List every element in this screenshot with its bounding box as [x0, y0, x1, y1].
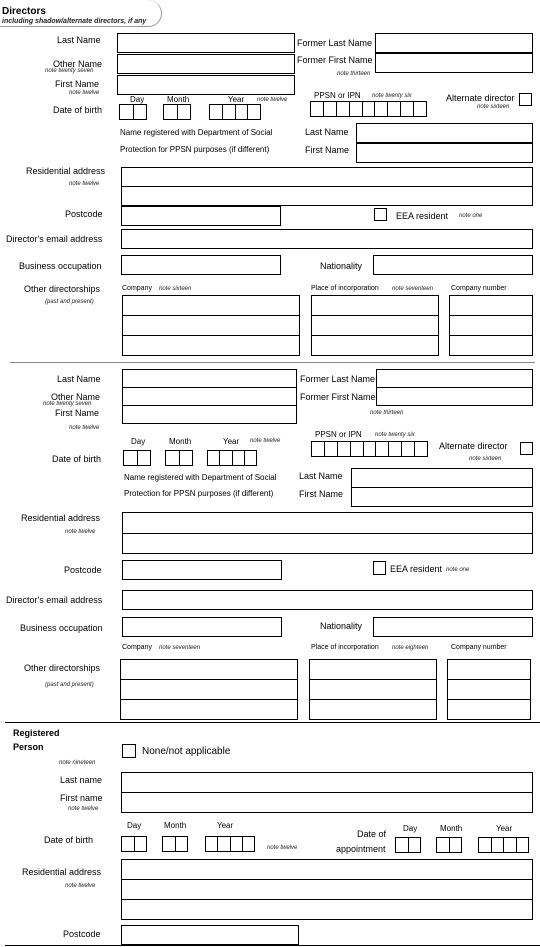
rp-last-name-field[interactable]: [121, 772, 533, 793]
d2-place-row3[interactable]: [309, 699, 437, 720]
d2-business-occupation-field[interactable]: [122, 617, 282, 637]
d1-past-present: (past and present): [45, 299, 94, 305]
d2-place-row2[interactable]: [309, 679, 437, 700]
d1-alternate-director-label: Alternate director: [446, 93, 515, 103]
d1-dob-day[interactable]: [119, 104, 147, 120]
d2-note-thirteen: note thirteen: [370, 410, 404, 416]
d1-day-label: Day: [130, 95, 145, 104]
rp-first-name-label: First name: [60, 793, 103, 803]
d2-ppsn-reg-line2: Protection for PPSN purposes (if different): [124, 489, 274, 498]
rp-app-month-label: Month: [440, 824, 463, 833]
d1-note-twelve-c: note twelve: [69, 181, 100, 187]
d1-dob-year[interactable]: [209, 104, 261, 120]
d1-eea-resident-label: EEA resident: [396, 211, 449, 221]
d2-date-of-birth-label: Date of birth: [52, 454, 102, 464]
d1-last-name-field[interactable]: [117, 33, 295, 53]
rp-residential-address-label: Residential address: [22, 867, 102, 877]
d1-former-last-name-field[interactable]: [375, 33, 533, 53]
d1-ppsn-label: PPSN or IPN: [314, 91, 361, 100]
d1-company-row3[interactable]: [122, 335, 300, 356]
rp-address-line2[interactable]: [121, 879, 533, 900]
rp-address-line3[interactable]: [121, 899, 533, 920]
d1-note-twelve-a: note twelve: [69, 90, 100, 96]
rp-postcode-field[interactable]: [121, 925, 299, 945]
d1-place-row3[interactable]: [311, 335, 439, 356]
d1-last-name-label: Last Name: [57, 35, 101, 45]
d2-first-name-field[interactable]: [122, 405, 297, 424]
d1-note-twenty-six: note twenty six: [372, 93, 412, 99]
d1-nationality-label: Nationality: [320, 261, 363, 271]
rp-postcode-label: Postcode: [63, 929, 101, 939]
d1-number-row3[interactable]: [449, 335, 533, 356]
rp-note-twelve-a: note twelve: [68, 806, 99, 812]
d2-alternate-director-label: Alternate director: [439, 441, 508, 451]
d2-number-row3[interactable]: [447, 699, 531, 720]
d2-dob-month[interactable]: [165, 450, 193, 466]
d1-other-directorships-label: Other directorships: [24, 284, 101, 294]
d2-ppsn-label: PPSN or IPN: [315, 430, 362, 439]
d2-postcode-field[interactable]: [122, 560, 282, 580]
section-title: Directors: [2, 6, 46, 17]
rp-appointment-label: appointment: [336, 844, 386, 854]
d1-other-name-label: Other Name: [53, 59, 103, 69]
d1-place-row2[interactable]: [311, 315, 439, 336]
d1-dob-month[interactable]: [163, 104, 191, 120]
rp-note-twelve-b: note twelve: [267, 845, 298, 851]
d1-place-incorporation-label: Place of incorporation: [311, 285, 379, 292]
d2-eea-resident-checkbox[interactable]: [373, 561, 386, 575]
d1-reg-last-name-field[interactable]: [356, 123, 533, 143]
d2-address-line2[interactable]: [122, 533, 533, 554]
d1-company-label: Company: [122, 285, 152, 292]
d1-first-name-field[interactable]: [117, 75, 295, 95]
d2-email-field[interactable]: [122, 590, 533, 610]
d2-reg-first-name-label: First Name: [299, 489, 344, 499]
d2-day-label: Day: [131, 437, 146, 446]
d2-former-last-name-field[interactable]: [376, 369, 533, 388]
bottom-rule: [5, 945, 540, 946]
d2-company-number-label: Company number: [451, 644, 507, 651]
rp-last-name-label: Last name: [60, 775, 103, 785]
d1-former-first-name-label: Former First Name: [297, 55, 373, 65]
d1-nationality-field[interactable]: [373, 255, 533, 275]
d1-note-sixteen: note sixteen: [477, 104, 510, 110]
rp-dob-day[interactable]: [121, 836, 147, 852]
d2-business-occupation-label: Business occupation: [20, 623, 103, 633]
d2-past-present: (past and present): [45, 682, 94, 688]
d1-ppsn-reg-line1: Name registered with Department of Social: [120, 128, 273, 137]
rp-note-twelve-c: note twelve: [65, 883, 96, 889]
d2-company-label: Company: [122, 644, 152, 651]
d1-company-number-label: Company number: [451, 285, 507, 292]
d2-month-label: Month: [169, 437, 192, 446]
d2-other-directorships-label: Other directorships: [24, 663, 101, 673]
d1-company-row1[interactable]: [122, 295, 300, 316]
d2-former-first-name-field[interactable]: [376, 387, 533, 406]
d1-note-twenty-seven: note twenty seven: [45, 68, 94, 74]
d2-year-label: Year: [223, 437, 240, 446]
d2-ppsn-cells[interactable]: [311, 441, 428, 457]
d1-reg-first-name-label: First Name: [305, 145, 350, 155]
d1-reg-first-name-field[interactable]: [356, 143, 533, 163]
d2-nationality-field[interactable]: [373, 617, 533, 637]
d1-number-row1[interactable]: [449, 295, 533, 316]
d1-year-label: Year: [228, 95, 245, 104]
section-subtitle: including shadow/alternate directors, if any: [2, 18, 147, 25]
none-applicable-checkbox[interactable]: [122, 744, 136, 758]
rp-dob-year-label: Year: [217, 821, 234, 830]
d2-last-name-label: Last Name: [57, 374, 101, 384]
d2-nationality-label: Nationality: [320, 621, 363, 631]
d1-note-thirteen: note thirteen: [337, 71, 371, 77]
d2-note-one: note one: [446, 567, 470, 573]
d2-company-note-seventeen: note seventeen: [159, 645, 201, 651]
d1-date-of-birth-label: Date of birth: [53, 105, 103, 115]
d2-reg-last-name-field[interactable]: [351, 468, 533, 488]
d2-reg-first-name-field[interactable]: [351, 487, 533, 507]
d1-alternate-director-checkbox[interactable]: [519, 93, 532, 106]
d1-note-one: note one: [459, 213, 483, 219]
d1-business-occupation-label: Business occupation: [19, 261, 102, 271]
d2-company-row2[interactable]: [120, 679, 298, 700]
d2-note-twelve-b: note twelve: [250, 438, 281, 444]
d1-place-row1[interactable]: [311, 295, 439, 316]
d2-note-sixteen: note sixteen: [469, 456, 502, 462]
d2-note-twenty-six: note twenty six: [375, 432, 415, 438]
rp-note-nineteen: note nineteen: [59, 760, 96, 766]
d2-former-last-name-label: Former Last Name: [300, 374, 376, 384]
d1-residential-address-label: Residential address: [26, 166, 106, 176]
rp-app-day-label: Day: [403, 824, 418, 833]
rp-app-year-label: Year: [496, 824, 513, 833]
d2-note-twenty-seven: note twenty seven: [43, 401, 92, 407]
d2-place-incorporation-label: Place of incorporation: [311, 644, 379, 651]
d2-ppsn-reg-line1: Name registered with Department of Social: [124, 473, 277, 482]
rp-dob-day-label: Day: [127, 821, 142, 830]
d1-business-occupation-field[interactable]: [121, 255, 281, 275]
d1-company-row2[interactable]: [122, 315, 300, 336]
d1-note-twelve-b: note twelve: [257, 97, 288, 103]
d1-postcode-label: Postcode: [65, 209, 103, 219]
d2-first-name-label: First Name: [55, 408, 100, 418]
rp-dob-month-label: Month: [164, 821, 187, 830]
d1-month-label: Month: [167, 95, 190, 104]
d2-company-row1[interactable]: [120, 659, 298, 680]
d1-company-note-sixteen: note sixteen: [159, 286, 192, 292]
d2-last-name-field[interactable]: [122, 369, 297, 388]
d2-reg-last-name-label: Last Name: [299, 471, 343, 481]
d2-dob-day[interactable]: [123, 450, 151, 466]
registered-label: Registered: [13, 728, 60, 738]
d2-place-row1[interactable]: [309, 659, 437, 680]
rp-app-year[interactable]: [478, 837, 529, 853]
d2-dob-year[interactable]: [207, 450, 257, 466]
d2-place-note-eighteen: note eighteen: [392, 645, 429, 651]
d1-former-first-name-field[interactable]: [375, 53, 533, 73]
d2-eea-resident-label: EEA resident: [390, 564, 443, 574]
d1-address-line2[interactable]: [121, 186, 533, 206]
d1-eea-resident-checkbox[interactable]: [374, 208, 387, 221]
d1-other-name-field[interactable]: [117, 54, 295, 74]
d1-email-field[interactable]: [121, 229, 533, 249]
person-label: Person: [13, 742, 44, 752]
d1-ppsn-cells[interactable]: [310, 101, 427, 117]
d2-note-twelve-c: note twelve: [65, 529, 96, 535]
d2-former-first-name-label: Former First Name: [300, 392, 376, 402]
d1-reg-last-name-label: Last Name: [305, 127, 349, 137]
d2-other-name-field[interactable]: [122, 387, 297, 406]
d1-place-note-seventeen: note seventeen: [392, 286, 434, 292]
d1-number-row2[interactable]: [449, 315, 533, 336]
rp-app-day[interactable]: [395, 837, 421, 853]
d2-note-twelve-a: note twelve: [69, 425, 100, 431]
rp-app-month[interactable]: [436, 837, 462, 853]
d1-postcode-field[interactable]: [121, 206, 281, 226]
rp-date-of-birth-label: Date of birth: [44, 835, 94, 845]
d1-former-last-name-label: Former Last Name: [297, 38, 373, 48]
d1-email-label: Director's email address: [6, 234, 103, 244]
rp-dob-month[interactable]: [162, 836, 188, 852]
rp-address-line1[interactable]: [121, 859, 533, 880]
d2-other-name-label: Other Name: [51, 392, 101, 402]
d2-residential-address-label: Residential address: [21, 513, 101, 523]
d2-address-line1[interactable]: [122, 512, 533, 534]
rp-date-of-label: Date of: [357, 829, 387, 839]
d1-ppsn-reg-line2: Protection for PPSN purposes (if different): [120, 145, 270, 154]
d2-postcode-label: Postcode: [64, 565, 102, 575]
rp-first-name-field[interactable]: [121, 792, 533, 813]
d2-email-label: Director's email address: [6, 595, 103, 605]
d2-company-row3[interactable]: [120, 699, 298, 720]
d2-number-row2[interactable]: [447, 679, 531, 700]
d1-first-name-label: First Name: [55, 79, 100, 89]
d2-number-row1[interactable]: [447, 659, 531, 680]
director-divider: [10, 362, 535, 363]
none-applicable-label: None/not applicable: [142, 746, 231, 757]
registered-person-divider: [5, 722, 540, 723]
d1-address-line1[interactable]: [121, 167, 533, 187]
rp-dob-year[interactable]: [205, 836, 255, 852]
d2-alternate-director-checkbox[interactable]: [520, 442, 533, 455]
